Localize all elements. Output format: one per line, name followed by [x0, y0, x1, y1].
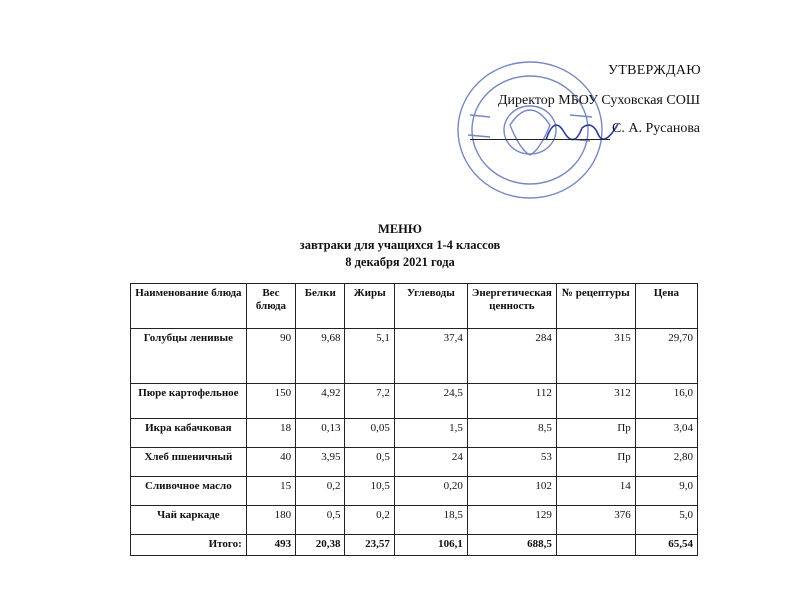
cell-fat: 0,2	[345, 506, 394, 535]
cell-dish-name: Голубцы ленивые	[131, 329, 247, 384]
table-row	[131, 477, 698, 506]
cell-price: 5,0	[635, 506, 697, 535]
director-name: С. А. Русанова	[612, 121, 700, 136]
cell-recipe-number: Пр	[556, 419, 635, 448]
table-header-row	[131, 284, 698, 329]
cell-price: 3,04	[635, 419, 697, 448]
director-position: Директор МБОУ Суховская СОШ	[498, 93, 700, 108]
cell-fat: 0,05	[345, 419, 394, 448]
cell-dish-name: Чай каркаде	[131, 506, 247, 535]
total-weight: 493	[246, 535, 295, 556]
cell-price: 29,70	[635, 329, 697, 384]
total-energy: 688,5	[467, 535, 556, 556]
cell-carbs: 1,5	[394, 419, 467, 448]
cell-fat: 0,5	[345, 448, 394, 477]
table-row	[131, 448, 698, 477]
total-protein: 20,38	[296, 535, 345, 556]
cell-fat: 10,5	[345, 477, 394, 506]
total-label: Итого:	[131, 535, 247, 556]
header-energy: Энергетическая ценность	[467, 284, 556, 329]
total-recipe-number	[556, 535, 635, 556]
cell-carbs: 24	[394, 448, 467, 477]
cell-recipe-number: 315	[556, 329, 635, 384]
cell-recipe-number: 376	[556, 506, 635, 535]
cell-weight: 90	[246, 329, 295, 384]
cell-protein: 0,13	[296, 419, 345, 448]
total-carbs: 106,1	[394, 535, 467, 556]
cell-weight: 18	[246, 419, 295, 448]
cell-fat: 5,1	[345, 329, 394, 384]
cell-protein: 9,68	[296, 329, 345, 384]
cell-carbs: 24,5	[394, 384, 467, 419]
approval-block	[470, 55, 730, 205]
cell-dish-name: Хлеб пшеничный	[131, 448, 247, 477]
cell-weight: 40	[246, 448, 295, 477]
approval-label: УТВЕРЖДАЮ	[608, 63, 701, 78]
header-recipe-number: № рецептуры	[556, 284, 635, 329]
cell-energy: 112	[467, 384, 556, 419]
cell-protein: 4,92	[296, 384, 345, 419]
total-row	[131, 535, 698, 556]
header-fat: Жиры	[345, 284, 394, 329]
page-subtitle: завтраки для учащихся 1-4 классов	[299, 238, 501, 252]
cell-recipe-number: 14	[556, 477, 635, 506]
table-row	[131, 384, 698, 419]
table-row	[131, 419, 698, 448]
cell-price: 16,0	[635, 384, 697, 419]
cell-energy: 53	[467, 448, 556, 477]
cell-recipe-number: Пр	[556, 448, 635, 477]
cell-carbs: 0,20	[394, 477, 467, 506]
cell-dish-name: Сливочное масло	[131, 477, 247, 506]
cell-weight: 180	[246, 506, 295, 535]
total-price: 65,54	[635, 535, 697, 556]
cell-weight: 15	[246, 477, 295, 506]
menu-table	[130, 283, 698, 556]
cell-protein: 0,2	[296, 477, 345, 506]
cell-weight: 150	[246, 384, 295, 419]
cell-carbs: 18,5	[394, 506, 467, 535]
table-row	[131, 329, 698, 384]
cell-energy: 102	[467, 477, 556, 506]
cell-price: 9,0	[635, 477, 697, 506]
header-carbs: Углеводы	[394, 284, 467, 329]
header-price: Цена	[635, 284, 697, 329]
cell-recipe-number: 312	[556, 384, 635, 419]
header-protein: Белки	[296, 284, 345, 329]
header-dish-name: Наименование блюда	[131, 284, 247, 329]
page-date: 8 декабря 2021 года	[345, 255, 455, 269]
cell-carbs: 37,4	[394, 329, 467, 384]
signature-line	[470, 139, 610, 140]
cell-energy: 284	[467, 329, 556, 384]
total-fat: 23,57	[345, 535, 394, 556]
handwritten-signature-icon	[542, 110, 622, 150]
cell-dish-name: Пюре картофельное	[131, 384, 247, 419]
cell-protein: 0,5	[296, 506, 345, 535]
cell-fat: 7,2	[345, 384, 394, 419]
header-weight: Вес блюда	[246, 284, 295, 329]
page-title: МЕНЮ	[378, 222, 422, 236]
cell-energy: 129	[467, 506, 556, 535]
table-row	[131, 506, 698, 535]
cell-energy: 8,5	[467, 419, 556, 448]
cell-protein: 3,95	[296, 448, 345, 477]
cell-dish-name: Икра кабачковая	[131, 419, 247, 448]
cell-price: 2,80	[635, 448, 697, 477]
